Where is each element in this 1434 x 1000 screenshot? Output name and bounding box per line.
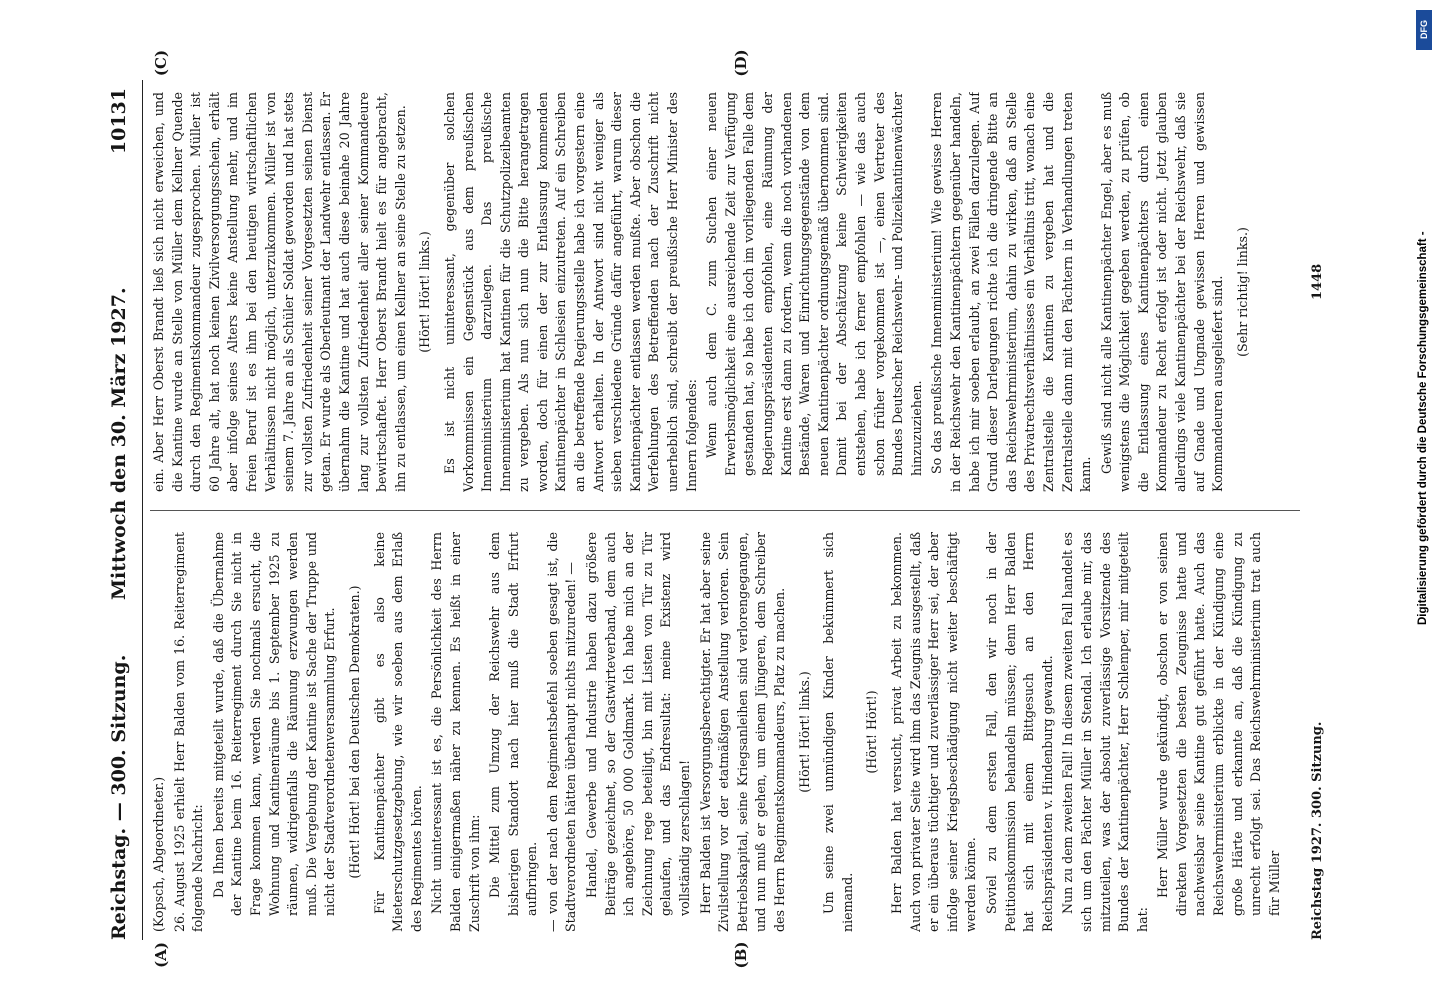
interjection: (Hört! Hört!) — [864, 690, 880, 774]
column-divider — [150, 510, 1300, 511]
interjection: (Hört! Hört! bei den Deutschen Demokraten.) — [346, 585, 362, 879]
rotated-page — [92, 49, 1352, 969]
paragraph: Für Kantinenpächter gibt es also keine Mieterschutzgesetzgebung, wie wir soeben aus dem Erlaß des Regimentes hören. — [371, 532, 424, 932]
margin-marker-a: (A) — [152, 942, 170, 968]
footer-session: Reichstag 1927. 300. Sitzung. — [1310, 721, 1325, 940]
left-column — [150, 532, 1300, 932]
paragraph: 26. August 1925 erhielt Herr Balden vom 16. Reiterregiment folgende Nachricht: — [171, 532, 206, 932]
digitization-text: Digitalisierung gefördert durch die Deutsche Forschungsgemeinschaft - — [1417, 231, 1429, 625]
footer-sheet-number: 1448 — [1310, 263, 1325, 300]
paragraph: — von der nach dem Regimentsbefehl soeben gesagt ist, die Stadtverordneten hätten überhaupt nichts mitzureden! — — [544, 532, 579, 932]
paragraph: ein. Aber Herr Oberst Brandt ließ sich nicht erweichen, und die Kantine wurde an Stelle von Müller dem Kellner Quende durch den Regimentskommandeur zugesprochen. Müller ist 60 Jahre alt, hat noch keinen Zivilversorgungsschein, erhält aber infolge seines Alters keine Anstellung mehr, und im freien Beruf ist es ihm bei den heutigen wirtschaftlichen Verhältnissen nicht möglich, unterzukommen. Müller ist von seinem 7. Jahre an als Schüler Soldat geworden und hat stets zur vollsten Zufriedenheit seiner Vorgesetzten seinen Dienst getan. Er wurde als Oberleutnant der Landwehr entlassen. Er übernahm die Kantine und hat auch diese beinahe 20 Jahre lang zur vollsten Zufriedenheit aller seiner Kommandeure bewirtschaftet. Herr Oberst Brandt hielt es für angebracht, ihn zu entlassen, um einen Kellner an seine Stelle zu setzen. — [151, 92, 408, 492]
page-number: 10131 — [108, 88, 130, 155]
page-header — [102, 80, 143, 940]
quote: Da Ihnen bereits mitgeteilt wurde, daß die Übernahme der Kantine beim 16. Reiterregiment durch Sie nicht in Frage kommen kann, werden Sie nochmals ersucht, die Wohnung und Kantinenräume bis 1. September 1925 zu räumen, widrigenfalls die Räumung erzwungen werden muß. Die Vergebung der Kantine ist Sache der Truppe und nicht der Stadtverordnetenversammlung Erfurt. — [210, 532, 338, 916]
speaker-line: (Kopsch, Abgeordneter.) — [151, 776, 166, 932]
interjection: (Sehr richtig! links.) — [1234, 227, 1250, 357]
paragraph: Herr Balden ist Versorgungsberechtigter. Er hat aber seine Zivilstellung vor der etatmäßigen Anstellung verloren. Sein Betriebskapital, seine Kriegsanleihen sind verlorengegangen, und nun muß er gehen, um einem Jüngeren, dem Schreiber des Herrn Regimentskommandeurs, Platz zu machen. — [697, 532, 787, 932]
interjection: (Hört! Hört! links.) — [417, 231, 433, 353]
paragraph: So das preußische Innenministerium! Wie gewisse Herren in der Reichswehr den Kantinenpächtern gegenüber handeln, habe ich mir soeben erlaubt, an zwei Fällen darzulegen. Auf Grund dieser Darlegungen richte ich die dringende Bitte an das Reichswehrministerium, dahin zu wirken, daß an Stelle des Privatrechtsverhältnisses ein Verhältnis tritt, wonach eine Zentralstelle die Kantinen zu vergeben hat und die Zentralstelle dann mit den Pächtern in Verhandlungen treten kann. — [929, 92, 1094, 492]
quote: Die Mittel zum Umzug der Reichswehr aus dem bisherigen Standort nach hier muß die Stadt Erfurt aufbringen. — [487, 532, 540, 916]
margin-marker-b: (B) — [732, 941, 750, 969]
digitization-note — [1414, 8, 1434, 1000]
quote: Handel, Gewerbe und Industrie haben dazu größere Beiträge gezeichnet, so der Gastwirteverband, dem auch ich angehöre, 50 000 Goldmark. Ich habe mich an der Zeichnung rege beteiligt, bin mit Listen von Tür zu Tür gelaufen, und das Endresultat: meine Existenz wird vollständig zerschlagen! — [584, 532, 693, 916]
header-date: Mittwoch den 30. März 1927. — [108, 287, 130, 600]
paragraph: Soviel zu dem ersten Fall, den wir noch in der Petitionskommission behandeln müssen; denn Herr Balden hat sich mit einem Bittgesuch an den Herrn Reichspräsidenten v. Hindenburg gewandt. — [983, 532, 1055, 932]
paragraph: Gewiß sind nicht alle Kantinenpächter Engel, aber es muß wenigstens die Möglichkeit gegeben werden, zu prüfen, ob die Entlassung eines Kantinenpächters durch einen Kommandeur zu Recht erfolgt ist oder nicht. Jetzt glauben allerdings viele Kantinenpächter bei der Reichswehr, daß sie auf Gnade und Ungnade gewissen Herren und gewissen Kommandeuren ausgeliefert sind. — [1098, 92, 1226, 492]
paragraph: Nicht uninteressant ist es, die Persönlichkeit des Herrn Balden einigermaßen näher zu kennen. Es heißt in einer Zuschrift von ihm: — [429, 532, 482, 932]
margin-marker-d: (D) — [732, 49, 750, 77]
quote: Herr Müller wurde gekündigt, obschon er von seinen direkten Vorgesetzten die besten Zeugnisse hatte und nachweisbar seine Kantine gut geführt hatte. Auch das Reichswehrministerium erblickte in der Kündigung eine große Härte und erkannte an, daß die Kündigung zu unrecht erfolgt sei. Das Reichswehrministerium trat auch für Müller — [1155, 532, 1282, 916]
quote: Wenn auch dem C. zum Suchen einer neuen Erwerbsmöglichkeit eine ausreichende Zeit zur Verfügung gestanden hat, so habe ich doch im vorliegenden Falle dem Regierungspräsidenten empfohlen, eine Räumung der Kantine erst dann zu fordern, wenn die noch vorhandenen Bestände, Waren und Einrichtungsgegenstände von dem neuen Kantinenpächter ordnungsgemäß übernommen sind. Damit bei der Abschätzung keine Schwierigkeiten entstehen, habe ich ferner empfohlen — wie das auch schon früher vorgekommen ist —, einen Vertreter des Bundes Deutscher Reichswehr- und Polizeikantinenwächter hinzuzuziehen. — [704, 92, 924, 476]
paragraph: Um seine zwei unmündigen Kinder bekümmert sich niemand. — [821, 532, 855, 932]
paragraph: Nun zu dem zweiten Fall! In diesem zweiten Fall handelt es sich um den Pächter Müller in Stendal. Ich erlaube mir, das mitzuteilen, was der absolut zuverlässige Vorsitzende des Bundes der Kantinenpächter, Herr Schlemper, mir mitgeteilt hat: — [1060, 532, 1150, 932]
dfg-logo: DFG — [1416, 10, 1432, 50]
margin-marker-c: (C) — [152, 49, 170, 77]
page-footer — [1306, 80, 1336, 940]
paragraph: Es ist nicht uninteressant, gegenüber solchen Vorkommnissen ein Gegenstück aus dem preußischen Innenministerium darzulegen. Das preußische Innenministerium hat Kantinen für die Schutzpolizeibeamten zu vergeben. Als nun sich nun die Bitte herangetragen worden, doch für einen der zur Entlassung kommenden Kantinenpächter in Schlesien einzutreten. Auf ein Schreiben an die betreffende Regierungsstelle habe ich vorgestern eine Antwort erhalten. In der Antwort sind nicht weniger als sieben verschiedene Gründe dafür angeführt, warum dieser Kantinenpächter entlassen werden mußte. Aber obschon die Verfehlungen des Betreffenden nach der Zuschrift nicht unerheblich sind, schreibt der preußische Herr Minister des Innern folgendes: — [441, 92, 699, 492]
interjection: (Hört! Hört! links.) — [796, 671, 812, 793]
paragraph: Herr Balden hat versucht, privat Arbeit zu bekommen. Auch von privater Seite wird ihm das Zeugnis ausgestellt, daß er ein überaus tüchtiger und zuverlässiger Herr sei, der aber infolge seiner Kriegsbeschädigung nicht weiter beschäftigt werden könne. — [888, 532, 979, 932]
right-column — [150, 92, 1300, 492]
header-session: Reichstag. — 300. Sitzung. — [108, 654, 130, 940]
